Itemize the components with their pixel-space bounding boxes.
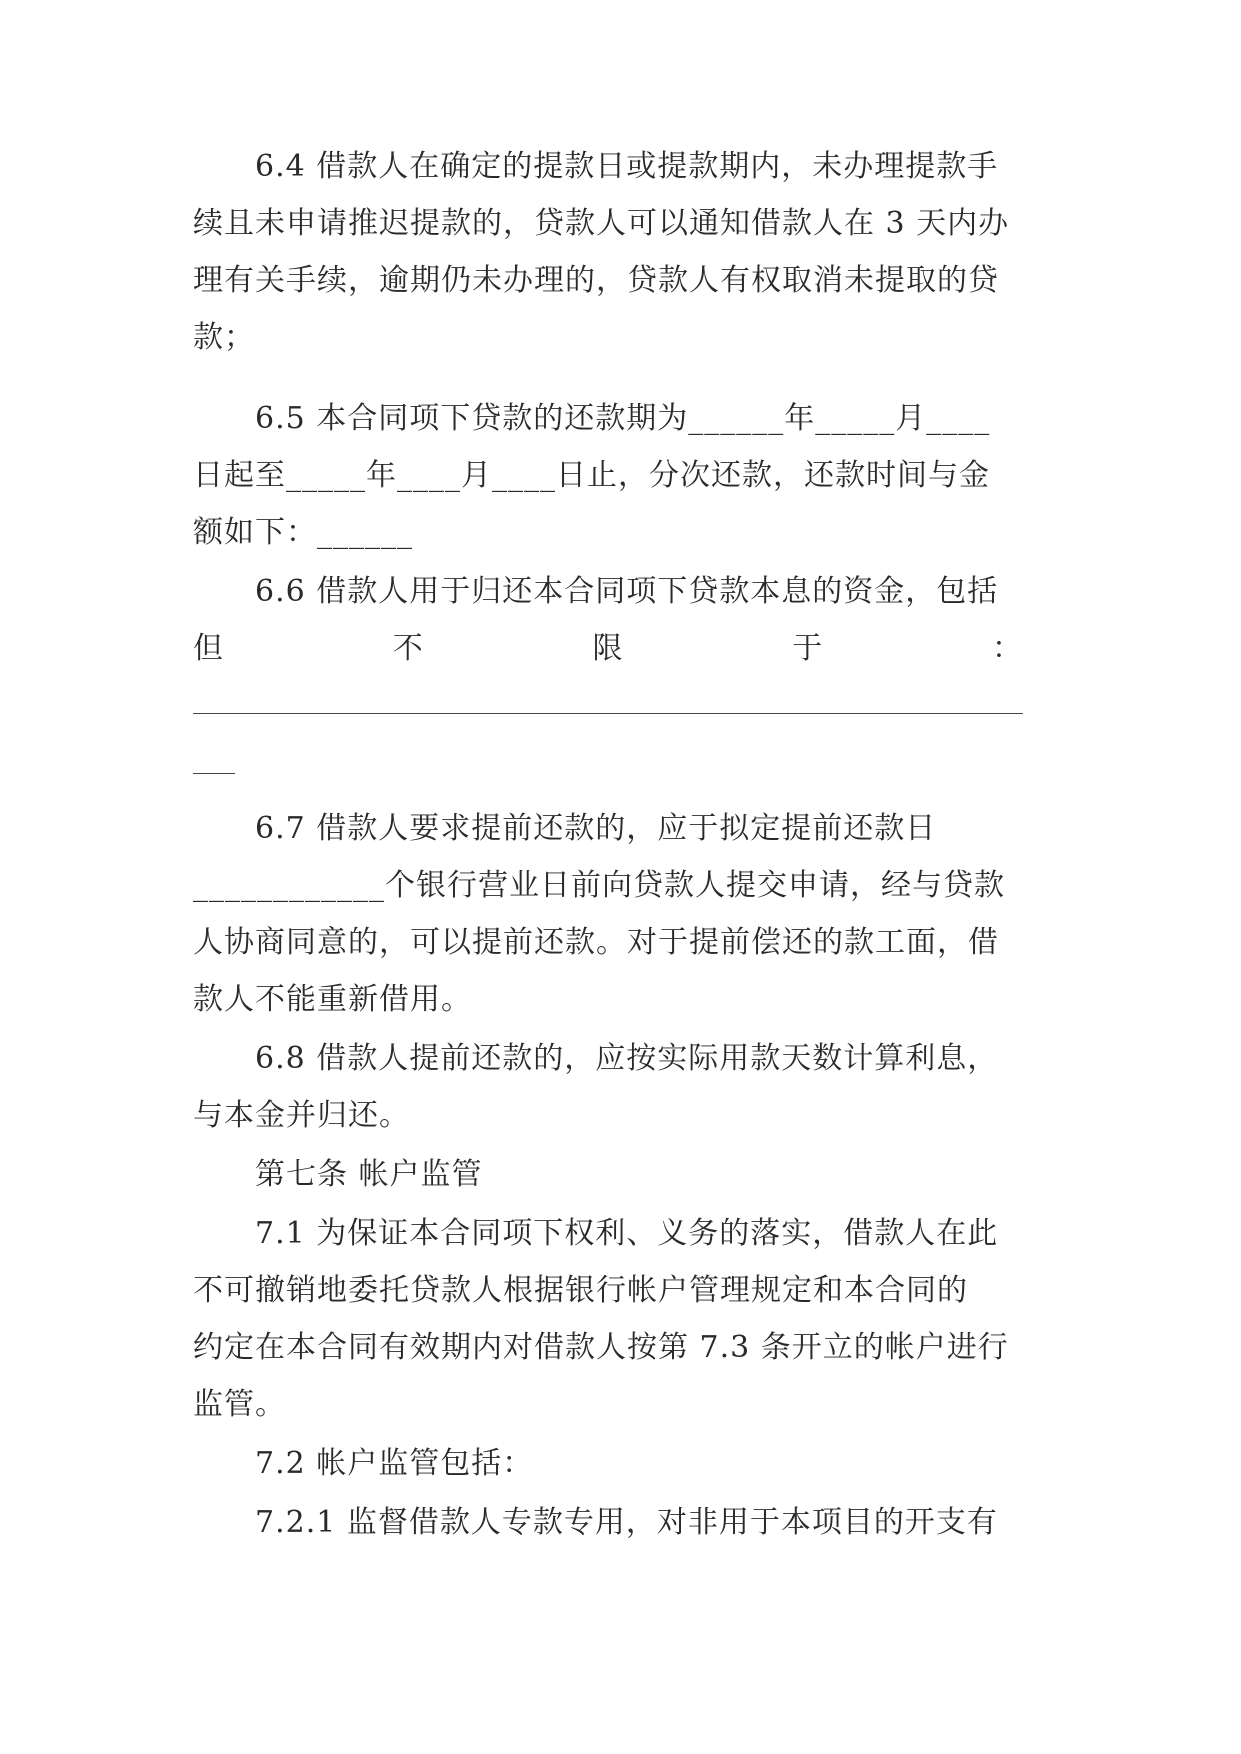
paragraph-line: 监管。	[193, 1387, 286, 1422]
paragraph-line: 6.6 借款人用于归还本合同项下贷款本息的资金，包括	[193, 574, 999, 609]
paragraph-line: 6.8 借款人提前还款的，应按实际用款天数计算利息，	[193, 1041, 999, 1076]
paragraph-line: 6.7 借款人要求提前还款的，应于拟定提前还款日	[193, 811, 937, 846]
spread-char: 于	[792, 631, 824, 666]
paragraph-line: 6.5 本合同项下贷款的还款期为______年_____月____	[193, 401, 991, 436]
paragraph-line: 不可撤销地委托贷款人根据银行帐户管理规定和本合同的	[193, 1273, 968, 1308]
fill-in-blank-rule	[193, 773, 235, 774]
paragraph-line: 日起至_____年____月____日止，分次还款，还款时间与金	[193, 458, 990, 493]
paragraph-line: 理有关手续，逾期仍未办理的，贷款人有权取消未提取的贷	[193, 263, 999, 298]
spread-char: 但	[193, 631, 224, 666]
paragraph-line: 7.2.1 监督借款人专款专用，对非用于本项目的开支有	[193, 1505, 998, 1540]
spread-char: ：	[992, 631, 1023, 666]
paragraph-line: 续且未申请推迟提款的，贷款人可以通知借款人在 3 天内办	[193, 206, 1010, 241]
spread-char: 不	[392, 631, 424, 666]
paragraph-line: 7.1 为保证本合同项下权利、义务的落实，借款人在此	[193, 1216, 999, 1251]
paragraph-line: ____________个银行营业日前向贷款人提交申请，经与贷款	[193, 868, 1005, 903]
spread-char: 限	[592, 631, 624, 666]
paragraph-line: 额如下：______	[193, 515, 413, 550]
paragraph-line: 人协商同意的，可以提前还款。对于提前偿还的款工面，借	[193, 925, 999, 960]
fill-in-blank-rule	[193, 713, 1023, 714]
paragraph-line: 6.4 借款人在确定的提款日或提款期内，未办理提款手	[193, 149, 999, 184]
paragraph-line: 与本金并归还。	[193, 1098, 410, 1133]
paragraph-line: 7.2 帐户监管包括：	[193, 1446, 534, 1481]
section-heading: 第七条 帐户监管	[193, 1157, 483, 1192]
paragraph-line: 款；	[193, 320, 255, 355]
paragraph-line: 款人不能重新借用。	[193, 982, 472, 1017]
spread-line	[193, 629, 1023, 669]
paragraph-line: 约定在本合同有效期内对借款人按第 7.3 条开立的帐户进行	[193, 1330, 1009, 1365]
